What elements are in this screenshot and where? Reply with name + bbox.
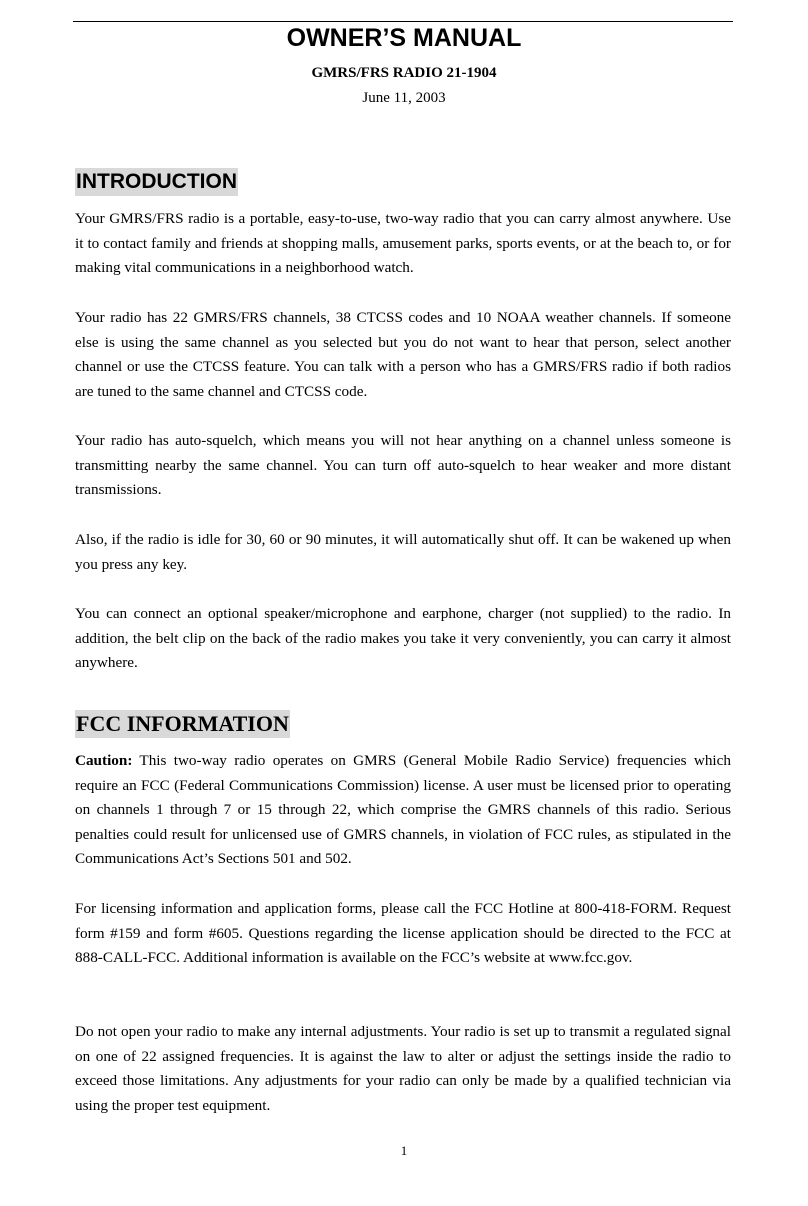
fcc-information-heading: FCC INFORMATION	[76, 711, 289, 736]
intro-paragraph-3: Your radio has auto-squelch, which means you will not hear anything on a channel unless someone is transmitting nearby the same channel. You can turn off auto-squelch to hear weaker and more distant transmissions.	[75, 432, 731, 499]
introduction-heading: INTRODUCTION	[75, 168, 238, 196]
intro-paragraph-5: You can connect an optional speaker/microphone and earphone, charger (not supplied) to the radio. In addition, the belt clip on the back of the radio makes you take it very conveniently, you can carry it almost anywhere.	[75, 605, 731, 672]
document-date: June 11, 2003	[362, 90, 446, 106]
caution-label: Caution:	[75, 752, 133, 769]
intro-paragraph-4: Also, if the radio is idle for 30, 60 or 90 minutes, it will automatically shut off. It can be wakened up when you press any key.	[75, 531, 731, 573]
fcc-caution-paragraph	[75, 749, 731, 872]
intro-paragraph-2: Your radio has 22 GMRS/FRS channels, 38 CTCSS codes and 10 NOAA weather channels. If someone else is using the same channel as you selected but you do not want to hear that person, select another channel or use the CTCSS feature. You can talk with a person who has a GMRS/FRS radio if both radios are tuned to the same channel and CTCSS code.	[75, 309, 731, 400]
intro-paragraph-1: Your GMRS/FRS radio is a portable, easy-to-use, two-way radio that you can carry almost anywhere. Use it to contact family and friends at shopping malls, amusement parks, sports events, or at the beach to, or for making vital communications in a neighborhood watch.	[75, 210, 731, 277]
fcc-paragraph-adjustments: Do not open your radio to make any internal adjustments. Your radio is set up to transmit a regulated signal on one of 22 assigned frequencies. It is against the law to alter or adjust the settings inside the radio to exceed those limitations. Any adjustments for your radio can only be made by a qualified technician via using the proper test equipment.	[75, 1023, 731, 1114]
caution-text: This two-way radio operates on GMRS (General Mobile Radio Service) frequencies which require an FCC (Federal Communications Commission) license. A user must be licensed prior to operating on channels 1 through 7 or 15 through 22, which comprise the GMRS channels of this radio. Serious penalties could result for unlicensed use of GMRS channels, in violation of FCC rules, as stipulated in the Communications Act’s Sections 501 and 502.	[75, 752, 731, 868]
document-subtitle: GMRS/FRS RADIO 21-1904	[311, 65, 497, 81]
fcc-paragraph-licensing: For licensing information and application forms, please call the FCC Hotline at 800-418-FORM. Request form #159 and form #605. Questions regarding the license application should be directed to the FCC at 888-CALL-FCC. Additional information is available on the FCC’s website at www.fcc.gov.	[75, 900, 731, 967]
document-title: OWNER’S MANUAL	[286, 24, 522, 52]
page-number: 1	[400, 1143, 408, 1158]
